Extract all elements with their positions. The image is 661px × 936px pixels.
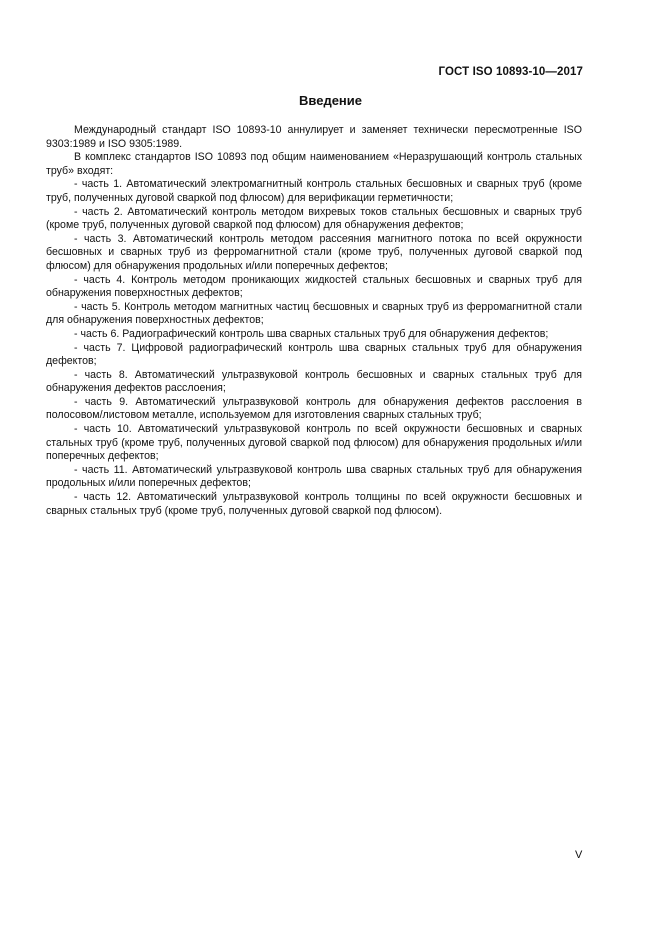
- list-item-part-5: - часть 5. Контроль методом магнитных частиц бесшовных и сварных труб из ферромагнитной стали для обнаружения поверхностных дефектов;: [46, 300, 582, 327]
- paragraph-intro: Международный стандарт ISO 10893-10 аннулирует и заменяет технически пересмотренные ISO 9303:1989 и ISO 9305:1989.: [46, 124, 582, 150]
- list-item-part-3: - часть 3. Автоматический контроль методом рассеяния магнитного потока по всей окружности бесшовных и сварных труб из ферромагнитной стали (кроме труб, полученных дуговой сваркой под флюсом) для обнаружения продольных и/или поперечных дефектов;: [46, 232, 582, 272]
- list-item-part-7: - часть 7. Цифровой радиографический контроль шва сварных стальных труб для обнаружения дефектов;: [46, 341, 582, 368]
- document-number-header: ГОСТ ISO 10893-10—2017: [438, 66, 583, 78]
- section-title: Введение: [299, 93, 362, 108]
- list-item-part-6: - часть 6. Радиографический контроль шва сварных стальных труб для обнаружения дефектов;: [74, 327, 549, 340]
- list-item-part-9: - часть 9. Автоматический ультразвуковой контроль для обнаружения дефектов расслоения в полосовом/листовом металле, используемом для изготовления сварных стальных труб;: [46, 395, 582, 422]
- paragraph-series: В комплекс стандартов ISO 10893 под общим наименованием «Неразрушающий контроль стальных труб» входят:: [46, 151, 582, 177]
- list-item-part-10: - часть 10. Автоматический ультразвуковой контроль по всей окружности бесшовных и сварных стальных труб (кроме труб, полученных дуговой сваркой под флюсом) для обнаружения продольных и/или поперечных дефектов;: [46, 423, 582, 463]
- list-item-part-12: - часть 12. Автоматический ультразвуковой контроль толщины по всей окружности бесшовных и сварных стальных труб (кроме труб, полученных дуговой сваркой под флюсом).: [46, 491, 582, 517]
- list-item-part-8: - часть 8. Автоматический ультразвуковой контроль бесшовных и сварных стальных труб для обнаружения дефектов расслоения;: [46, 368, 582, 395]
- document-body: [46, 124, 582, 518]
- list-item-part-11: - часть 11. Автоматический ультразвуковой контроль шва сварных стальных труб для обнаружения продольных и/или поперечных дефектов;: [46, 463, 582, 490]
- list-item-part-1: - часть 1. Автоматический электромагнитный контроль стальных бесшовных и сварных труб (кроме труб, полученных дуговой сваркой под флюсом) для верификации герметичности;: [46, 178, 582, 204]
- list-item-part-2: - часть 2. Автоматический контроль методом вихревых токов стальных бесшовных и сварных труб (кроме труб, полученных дуговой сваркой под флюсом) для обнаружения дефектов;: [46, 205, 582, 232]
- page-number: V: [575, 849, 583, 861]
- list-item-part-4: - часть 4. Контроль методом проникающих жидкостей стальных бесшовных и сварных труб для обнаружения поверхностных дефектов;: [46, 273, 582, 300]
